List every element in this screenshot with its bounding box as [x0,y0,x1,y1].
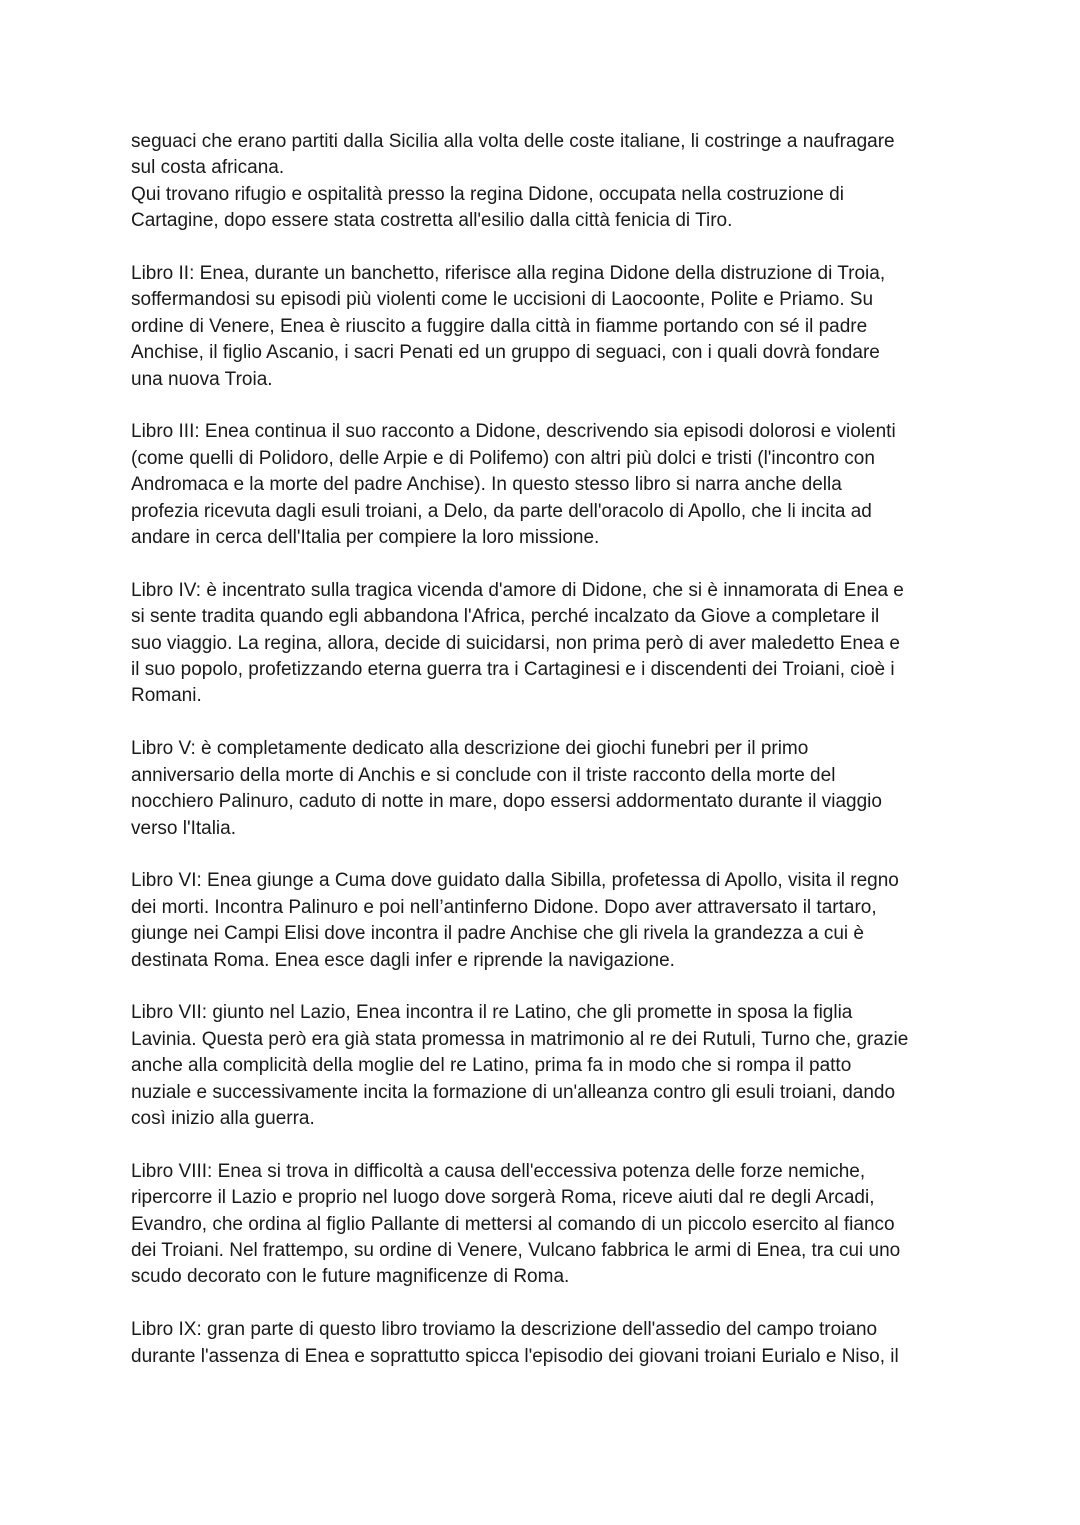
text-line: una nuova Troia. [131,368,273,390]
text-line: Qui trovano rifugio e ospitalità presso la regina Didone, occupata nella costruzione di [131,183,844,205]
text-line: suo viaggio. La regina, allora, decide di suicidarsi, non prima però di aver maledetto Enea e [131,632,900,654]
text-line: Libro IV: è incentrato sulla tragica vicenda d'amore di Didone, che si è innamorata di Enea e [131,579,904,601]
text-line: Cartagine, dopo essere stata costretta all'esilio dalla città fenicia di Tiro. [131,210,733,232]
text-line: profezia ricevuta dagli esuli troiani, a Delo, da parte dell'oracolo di Apollo, che li incita ad [131,500,872,522]
text-line: Libro VII: giunto nel Lazio, Enea incontra il re Latino, che gli promette in sposa la figlia [131,1002,853,1024]
text-line: dei morti. Incontra Palinuro e poi nell’antinferno Didone. Dopo aver attraversato il tartaro, [131,896,877,918]
text-line: destinata Roma. Enea esce dagli infer e riprende la navigazione. [131,949,675,971]
text-line: Evandro, che ordina al figlio Pallante di mettersi al comando di un piccolo esercito al fianco [131,1213,895,1235]
text-line: nocchiero Palinuro, caduto di notte in mare, dopo essersi addormentato durante il viaggio [131,791,882,813]
paragraph-libro-3 [131,419,961,551]
text-line: verso l'Italia. [131,817,237,839]
paragraph-libro-2 [131,261,961,393]
text-line: Romani. [131,685,202,707]
text-line: sul costa africana. [131,157,285,179]
text-line: scudo decorato con le future magnificenze di Roma. [131,1266,570,1288]
text-line: andare in cerca dell'Italia per compiere la loro missione. [131,527,600,549]
text-line: durante l'assenza di Enea e soprattutto spicca l'episodio dei giovani troiani Eurialo e Niso, il [131,1345,899,1367]
text-line: anniversario della morte di Anchis e si conclude con il triste racconto della morte del [131,764,836,786]
text-line: Libro VI: Enea giunge a Cuma dove guidato dalla Sibilla, profetessa di Apollo, visita il regno [131,870,899,892]
paragraph-libro-9 [131,1317,961,1370]
text-line: Libro IX: gran parte di questo libro troviamo la descrizione dell'assedio del campo troiano [131,1319,878,1341]
text-line: si sente tradita quando egli abbandona l'Africa, perché incalzato da Giove a completare il [131,606,880,628]
text-line: (come quelli di Polidoro, delle Arpie e di Polifemo) con altri più dolci e tristi (l'incontro con [131,447,875,469]
text-line: così inizio alla guerra. [131,1107,315,1129]
text-line: Anchise, il figlio Ascanio, i sacri Penati ed un gruppo di seguaci, con i quali dovrà fondare [131,342,880,364]
text-line: ripercorre il Lazio e proprio nel luogo dove sorgerà Roma, riceve aiuti dal re degli Arcadi, [131,1187,875,1209]
document-body [131,129,961,1396]
text-line: il suo popolo, profetizzando eterna guerra tra i Cartaginesi e i discendenti dei Troiani, cioè i [131,659,895,681]
text-line: Libro II: Enea, durante un banchetto, riferisce alla regina Didone della distruzione di Troia, [131,263,886,285]
text-line: nuziale e successivamente incita la formazione di un'alleanza contro gli esuli troiani, dando [131,1081,896,1103]
text-line: Libro VIII: Enea si trova in difficoltà a causa dell'eccessiva potenza delle forze nemiche, [131,1160,866,1182]
text-line: Lavinia. Questa però era già stata promessa in matrimonio al re dei Rutuli, Turno che, grazie [131,1028,909,1050]
paragraph-libro-8 [131,1159,961,1291]
paragraph-libro-6 [131,868,961,974]
text-line: Libro III: Enea continua il suo racconto a Didone, descrivendo sia episodi dolorosi e violenti [131,421,896,443]
paragraph-libro-5 [131,736,961,842]
text-line: Libro V: è completamente dedicato alla descrizione dei giochi funebri per il primo [131,738,809,760]
paragraph-libro-4 [131,578,961,710]
text-line: giunge nei Campi Elisi dove incontra il padre Anchise che gli rivela la grandezza a cui è [131,923,864,945]
text-line: anche alla complicità della moglie del re Latino, prima fa in modo che si rompa il patto [131,1055,852,1077]
text-line: ordine di Venere, Enea è riuscito a fuggire dalla città in fiamme portando con sé il padre [131,315,868,337]
text-line: dei Troiani. Nel frattempo, su ordine di Venere, Vulcano fabbrica le armi di Enea, tra cui uno [131,1239,901,1261]
text-line: seguaci che erano partiti dalla Sicilia alla volta delle coste italiane, li costringe a naufragare [131,131,895,152]
text-line: Andromaca e la morte del padre Anchise). In questo stesso libro si narra anche della [131,474,842,496]
text-line: soffermandosi su episodi più violenti come le uccisioni di Laocoonte, Polite e Priamo. Su [131,289,874,311]
paragraph-libro-7 [131,1000,961,1132]
paragraph-intro [131,129,961,235]
